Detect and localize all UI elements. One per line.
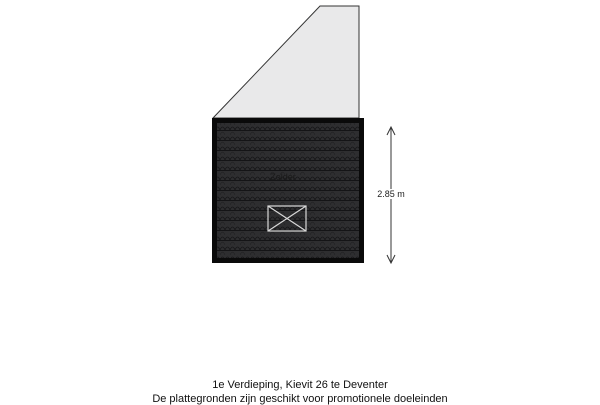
room-label: Zolder xyxy=(270,172,296,182)
height-dimension-label: 2.85 m xyxy=(368,189,414,199)
caption-note: De plattegronden zijn geschikt voor promotionele doeleinden xyxy=(152,393,448,405)
roof-slope-area xyxy=(213,6,359,118)
caption-title: 1e Verdieping, Kievit 26 te Deventer xyxy=(212,379,388,391)
roof-tiles xyxy=(217,123,359,258)
